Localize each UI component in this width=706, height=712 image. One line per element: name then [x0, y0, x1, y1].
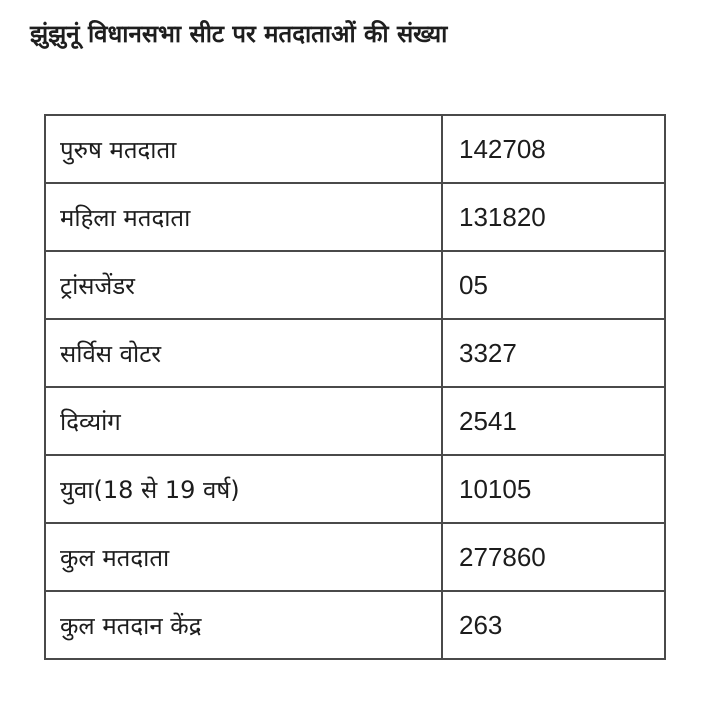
table-row — [45, 387, 665, 455]
table-row — [45, 319, 665, 387]
row-label: कुल मतदान केंद्र — [45, 591, 442, 659]
row-value: 131820 — [442, 183, 665, 251]
row-label: दिव्यांग — [45, 387, 442, 455]
row-label: महिला मतदाता — [45, 183, 442, 251]
row-label: ट्रांसजेंडर — [45, 251, 442, 319]
table-row — [45, 115, 665, 183]
row-value: 2541 — [442, 387, 665, 455]
row-value: 10105 — [442, 455, 665, 523]
table-row — [45, 591, 665, 659]
voter-count-table — [44, 114, 666, 660]
row-label: युवा(18 से 19 वर्ष) — [45, 455, 442, 523]
row-value: 277860 — [442, 523, 665, 591]
table-row — [45, 251, 665, 319]
row-label: पुरुष मतदाता — [45, 115, 442, 183]
row-value: 05 — [442, 251, 665, 319]
row-label: सर्विस वोटर — [45, 319, 442, 387]
row-value: 263 — [442, 591, 665, 659]
row-value: 142708 — [442, 115, 665, 183]
table-row — [45, 183, 665, 251]
row-value: 3327 — [442, 319, 665, 387]
row-label: कुल मतदाता — [45, 523, 442, 591]
table-row — [45, 523, 665, 591]
page-title: झुंझुनूं विधानसभा सीट पर मतदाताओं की संख्या — [30, 20, 448, 48]
table-row — [45, 455, 665, 523]
